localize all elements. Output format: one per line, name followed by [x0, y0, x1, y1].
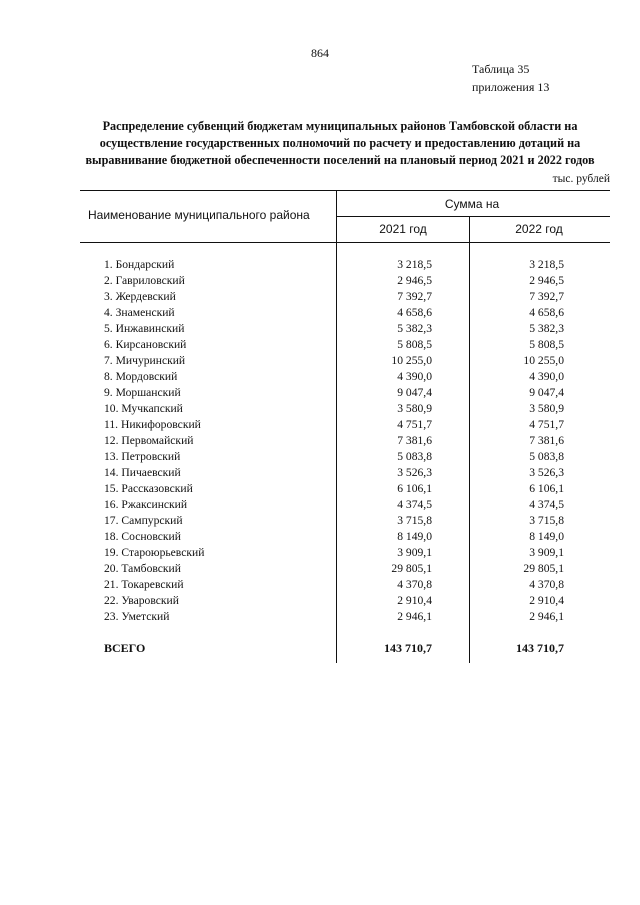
table-row [0, 289, 640, 305]
value-2021: 5 382,3 [397, 322, 432, 335]
table-row [0, 321, 640, 337]
table-row [0, 433, 640, 449]
table-row [0, 401, 640, 417]
header-bottom-border [80, 242, 610, 243]
value-2021: 3 715,8 [397, 514, 432, 527]
table-row [0, 305, 640, 321]
table-row [0, 529, 640, 545]
value-2022: 3 715,8 [529, 514, 564, 527]
district-name: 8. Мордовский [104, 370, 178, 383]
value-2022: 4 374,5 [529, 498, 564, 511]
value-2022: 4 370,8 [529, 578, 564, 591]
district-name: 15. Рассказовский [104, 482, 193, 495]
district-name: 9. Моршанский [104, 386, 181, 399]
district-name: 14. Пичаевский [104, 466, 181, 479]
table-ref-number: Таблица 35 [472, 62, 530, 76]
table-row [0, 545, 640, 561]
district-name: 20. Тамбовский [104, 562, 181, 575]
header-year-2021: 2021 год [379, 222, 427, 236]
table-body [0, 257, 640, 625]
table-row [0, 593, 640, 609]
table-row [0, 577, 640, 593]
value-2021: 3 218,5 [397, 258, 432, 271]
value-2021: 3 909,1 [397, 546, 432, 559]
district-name: 19. Староюрьевский [104, 546, 205, 559]
value-2021: 10 255,0 [391, 354, 432, 367]
value-2022: 2 910,4 [529, 594, 564, 607]
value-2021: 3 580,9 [397, 402, 432, 415]
value-2022: 7 392,7 [529, 290, 564, 303]
value-2021: 5 808,5 [397, 338, 432, 351]
value-2022: 6 106,1 [529, 482, 564, 495]
district-name: 4. Знаменский [104, 306, 175, 319]
value-2021: 8 149,0 [397, 530, 432, 543]
value-2021: 5 083,8 [397, 450, 432, 463]
value-2021: 3 526,3 [397, 466, 432, 479]
value-2021: 6 106,1 [397, 482, 432, 495]
district-name: 7. Мичуринский [104, 354, 186, 367]
district-name: 1. Бондарский [104, 258, 175, 271]
district-name: 22. Уваровский [104, 594, 179, 607]
value-2022: 10 255,0 [523, 354, 564, 367]
value-2022: 5 808,5 [529, 338, 564, 351]
table-row [0, 257, 640, 273]
table-row [0, 465, 640, 481]
units-label: тыс. рублей [552, 173, 610, 185]
table-row [0, 609, 640, 625]
header-year-2022: 2022 год [515, 222, 563, 236]
table-row [0, 513, 640, 529]
district-name: 23. Уметский [104, 610, 170, 623]
document-title: Распределение субвенций бюджетам муниципальных районов Тамбовской области на осуществление государственных полномочий по расчету и предоставлению дотаций на выравнивание бюджетной обеспеченности поселений на плановый период 2021 и 2022 годов [85, 119, 595, 167]
value-2022: 5 382,3 [529, 322, 564, 335]
value-2022: 3 909,1 [529, 546, 564, 559]
total-2021: 143 710,7 [384, 641, 432, 655]
value-2022: 4 751,7 [529, 418, 564, 431]
page-number: 864 [311, 46, 329, 60]
table-row [0, 353, 640, 369]
value-2021: 9 047,4 [397, 386, 432, 399]
value-2022: 2 946,1 [529, 610, 564, 623]
district-name: 18. Сосновский [104, 530, 181, 543]
value-2021: 7 392,7 [397, 290, 432, 303]
value-2022: 29 805,1 [523, 562, 564, 575]
district-name: 6. Кирсановский [104, 338, 187, 351]
value-2022: 4 658,6 [529, 306, 564, 319]
table-ref-appendix: приложения 13 [472, 80, 550, 94]
table-row [0, 481, 640, 497]
value-2022: 5 083,8 [529, 450, 564, 463]
table-row [0, 369, 640, 385]
table-top-border [80, 190, 610, 191]
value-2021: 7 381,6 [397, 434, 432, 447]
header-district-name: Наименование муниципального района [88, 208, 310, 222]
value-2021: 2 946,1 [397, 610, 432, 623]
district-name: 17. Сампурский [104, 514, 183, 527]
table-row [0, 273, 640, 289]
district-name: 10. Мучкапский [104, 402, 183, 415]
value-2022: 3 580,9 [529, 402, 564, 415]
table-row [0, 417, 640, 433]
table-row [0, 449, 640, 465]
value-2021: 4 390,0 [397, 370, 432, 383]
year-header-divider [337, 216, 610, 217]
district-name: 13. Петровский [104, 450, 181, 463]
table-row [0, 337, 640, 353]
district-name: 16. Ржаксинский [104, 498, 188, 511]
value-2021: 4 658,6 [397, 306, 432, 319]
district-name: 5. Инжавинский [104, 322, 185, 335]
value-2022: 8 149,0 [529, 530, 564, 543]
value-2022: 9 047,4 [529, 386, 564, 399]
table-row [0, 497, 640, 513]
value-2022: 7 381,6 [529, 434, 564, 447]
district-name: 2. Гавриловский [104, 274, 185, 287]
header-sum: Сумма на [444, 197, 500, 211]
district-name: 3. Жердевский [104, 290, 176, 303]
value-2021: 4 374,5 [397, 498, 432, 511]
value-2022: 4 390,0 [529, 370, 564, 383]
value-2021: 4 751,7 [397, 418, 432, 431]
value-2022: 3 526,3 [529, 466, 564, 479]
table-row [0, 385, 640, 401]
value-2022: 2 946,5 [529, 274, 564, 287]
district-name: 12. Первомайский [104, 434, 194, 447]
district-name: 21. Токаревский [104, 578, 184, 591]
value-2021: 2 946,5 [397, 274, 432, 287]
table-row [0, 561, 640, 577]
total-label: ВСЕГО [104, 641, 146, 655]
value-2021: 29 805,1 [391, 562, 432, 575]
value-2021: 2 910,4 [397, 594, 432, 607]
total-2022: 143 710,7 [516, 641, 564, 655]
value-2022: 3 218,5 [529, 258, 564, 271]
district-name: 11. Никифоровский [104, 418, 201, 431]
value-2021: 4 370,8 [397, 578, 432, 591]
